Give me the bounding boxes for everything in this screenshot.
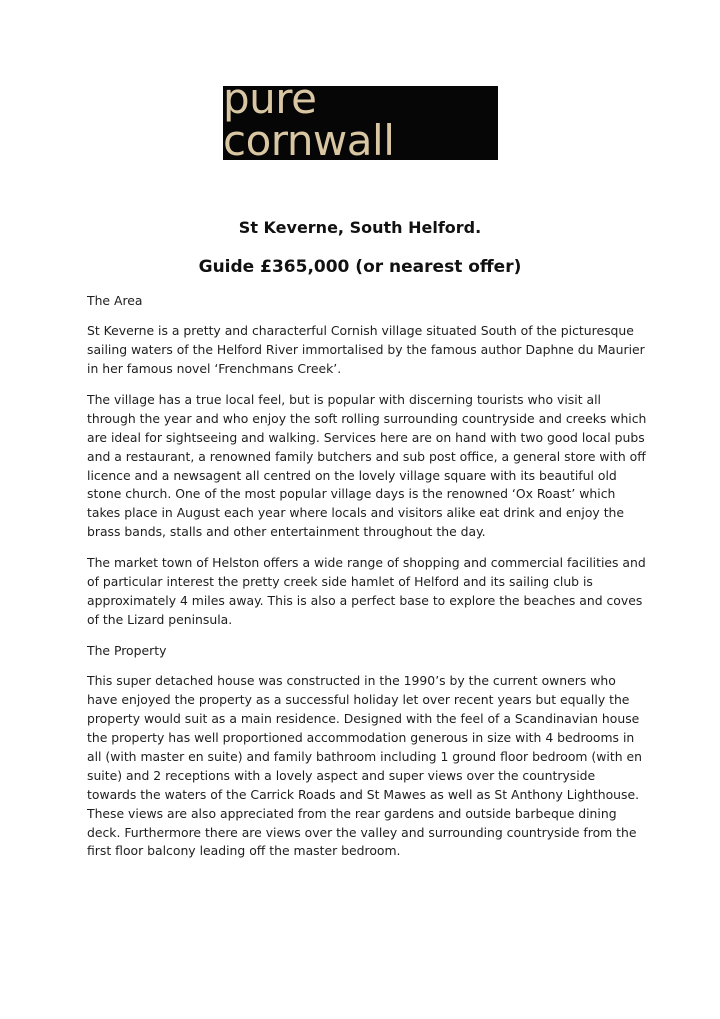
area-paragraph-3: The market town of Helston offers a wide range of shopping and commercial facilities and of particular interest the pretty creek side hamlet of Helford and its sailing club is approximately 4 miles away. This is also a perfect base to explore the beaches and coves of the Lizard peninsula. <box>87 555 646 628</box>
area-paragraph-1: St Keverne is a pretty and characterful Cornish village situated South of the picturesque sailing waters of the Helford River immortalised by the famous author Daphne du Maurier in her famous novel ‘Frenchmans Creek’. <box>87 322 645 376</box>
property-paragraph-1: This super detached house was constructed in the 1990’s by the current owners who have enjoyed the property as a successful holiday let over recent years but equally the property would suit as a main residence. Designed with the feel of a Scandinavian house the property has well proportioned accommodation generous in size with 4 bedrooms in all (with master en suite) and family bathroom including 1 ground floor bedroom (with en suite) and 2 receptions with a lovely aspect and super views over the countryside towards the waters of the Carrick Roads and St Mawes as well as St Anthony Lighthouse. These views are also appreciated from the rear gardens and outside barbeque dining deck. Furthermore there are views over the valley and surrounding countryside from the first floor balcony leading off the master bedroom. <box>87 673 642 859</box>
property-price: Guide £365,000 (or nearest offer) <box>198 257 522 277</box>
pure-cornwall-logo <box>223 74 498 165</box>
area-paragraph-2: The village has a true local feel, but is popular with discerning tourists who visit all through the year and who enjoy the soft rolling surrounding countryside and creeks which are ideal for sightseeing and walking. Services here are on hand with two good local pubs and a restaurant, a renowned family butchers and sub post office, a general store with off licence and a newsagent all centred on the lovely village square with its beautiful old stone church. One of the most popular village days is the renowned ‘Ox Roast’ which takes place in August each year where locals and visitors alike eat drink and enjoy the brass bands, stalls and other entertainment throughout the day. <box>87 391 647 540</box>
property-title: St Keverne, South Helford. <box>238 218 482 237</box>
document-body <box>87 292 647 874</box>
logo-text: pure cornwall <box>223 74 395 165</box>
section-heading-property: The Property <box>87 643 167 659</box>
section-heading-area: The Area <box>87 293 143 308</box>
